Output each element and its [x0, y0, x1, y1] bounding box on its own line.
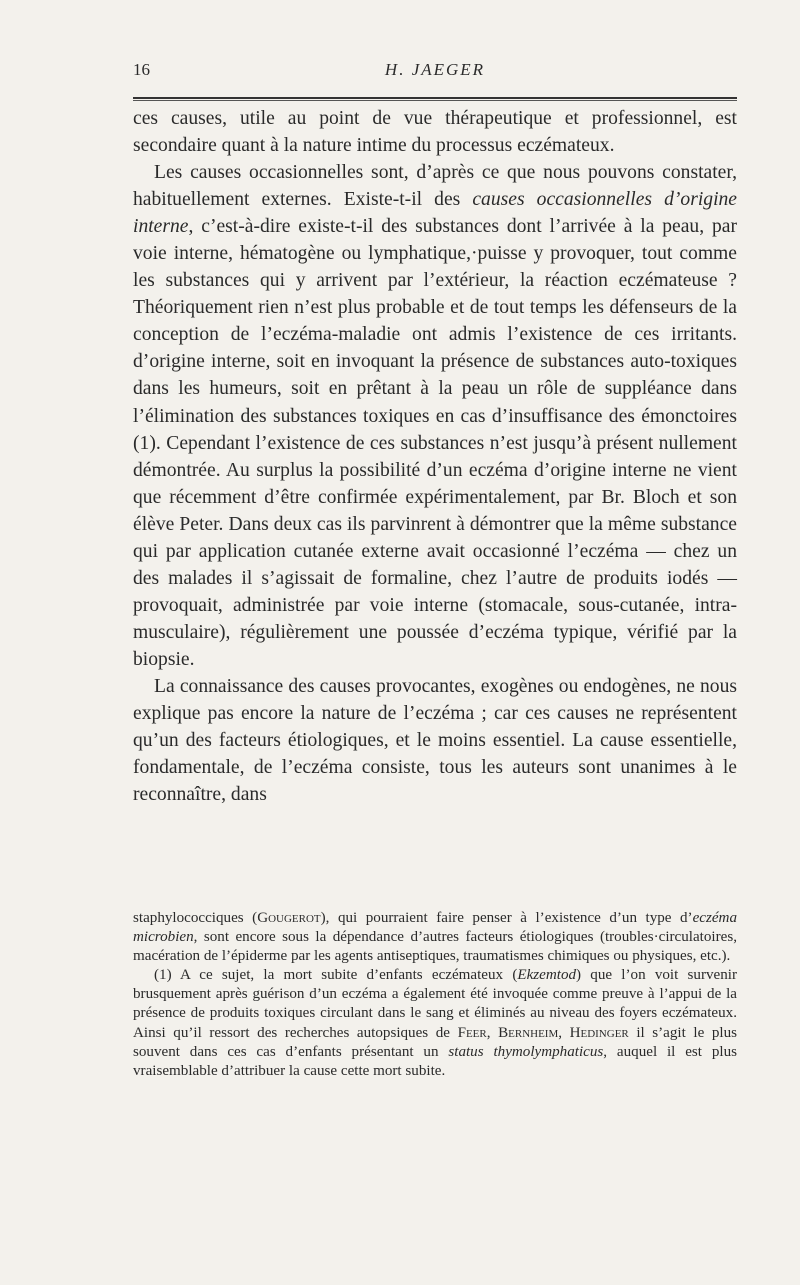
footnote-continued: [133, 909, 737, 966]
header-rule-thin: [133, 100, 737, 101]
fn0-a: staphylococciques (: [133, 910, 258, 926]
fn1-italic-status: status thymolymphaticus: [448, 1043, 604, 1060]
fn0-e: , sont encore sous la dépendance d’autres facteurs étiologiques (troubles·circulatoires, macération de l’épiderme par les agents antiseptiques, traumatismes chimiques ou physiques, etc.).: [133, 929, 737, 965]
page-number: 16: [133, 60, 150, 79]
fn1-a: (1) A ce sujet, la mort subite d’enfants eczémateux (: [154, 967, 518, 984]
main-text: [133, 105, 737, 808]
fn0-author: Gougerot: [257, 910, 321, 926]
fn0-italic: eczéma microbien: [133, 910, 737, 946]
paragraph-2-part-c: , c’est-à-dire existe-t-il des substances dont l’arrivée à la peau, par voie interne, hématogène ou lymphatique,·puisse y provoquer, tout comme les substances qui y arrivent par l’extérieur, la réaction eczémateuse ? Théoriquement rien n’est plus probable et de tout temps les défenseurs de la conception de l’eczéma-maladie ont admis l’existence de ces irritants. d’origine interne, soit en invoquant la présence de substances auto-toxiques dans les humeurs, soit en prêtant à la peau un rôle de suppléance dans l’élimination des substances toxiques en cas d’insuffisance des émonctoires (1). Cependant l’existence de ces substances n’est jusqu’à présent nullement démontrée. Au surplus la possibilité d’un eczéma d’origine interne ne vient que récemment d’être confirmée expérimentalement, par Br. Bloch et son élève Peter. Dans deux cas ils parvinrent à démontrer que la même substance qui par application cutanée externe avait occasionné l’eczéma — chez un des malades il s’agissait de formaline, chez l’autre de produits iodés — provoquait, administrée par voie interne (stomacale, sous-cutanée, intra-musculaire), régulièrement une poussée d’eczéma typique, vérifié par la biopsie.: [133, 216, 737, 670]
paragraph-3: La connaissance des causes provocantes, exogènes ou endogènes, ne nous explique pas encore la nature de l’eczéma ; car ces causes ne représentent qu’un des facteurs étiologiques, et le moins essentiel. La cause essentielle, fondamentale, de l’eczéma consiste, tous les auteurs sont unanimes à le reconnaître, dans: [133, 675, 737, 806]
footnote-1: [133, 966, 737, 1081]
fn1-italic-ekzemtod: Ekzemtod: [517, 967, 577, 984]
fn1-c: ) que l’on voit survenir brusquement après guérison d’un eczéma a également été invoquée comme preuve à l’appui de la présence de produits toxiques circulant dans le sang et éliminés au niveau des foyers eczémateux. Ainsi qu’il ressort des recherches autopsiques de: [133, 967, 737, 1041]
fn1-e: il s’agit le plus souvent dans ces cas d’enfants présentant un: [133, 1024, 737, 1060]
paragraph-2: [133, 159, 737, 673]
running-title: H. JAEGER: [384, 60, 486, 79]
header-rule: [133, 97, 737, 99]
fn1-authors: Feer, Bernheim, Hedinger: [457, 1024, 629, 1041]
fn1-g: , auquel il est plus vraisemblable d’attribuer la cause cette mort subite.: [133, 1043, 737, 1079]
footnotes: [133, 909, 737, 1081]
paragraph-1: ces causes, utile au point de vue thérapeutique et professionnel, est secondaire quant à la nature intime du processus eczémateux.: [133, 108, 737, 157]
paragraph-2-part-a: Les causes occasionnelles sont, d’après ce que nous pouvons constater, habituellement externes. Existe-t-il des: [133, 162, 737, 211]
page-header: [133, 54, 737, 84]
paragraph-2-italic: causes occasionnelles d’origine interne: [133, 189, 738, 238]
fn0-c: ), qui pourraient faire penser à l’existence d’un type d’: [320, 910, 693, 926]
